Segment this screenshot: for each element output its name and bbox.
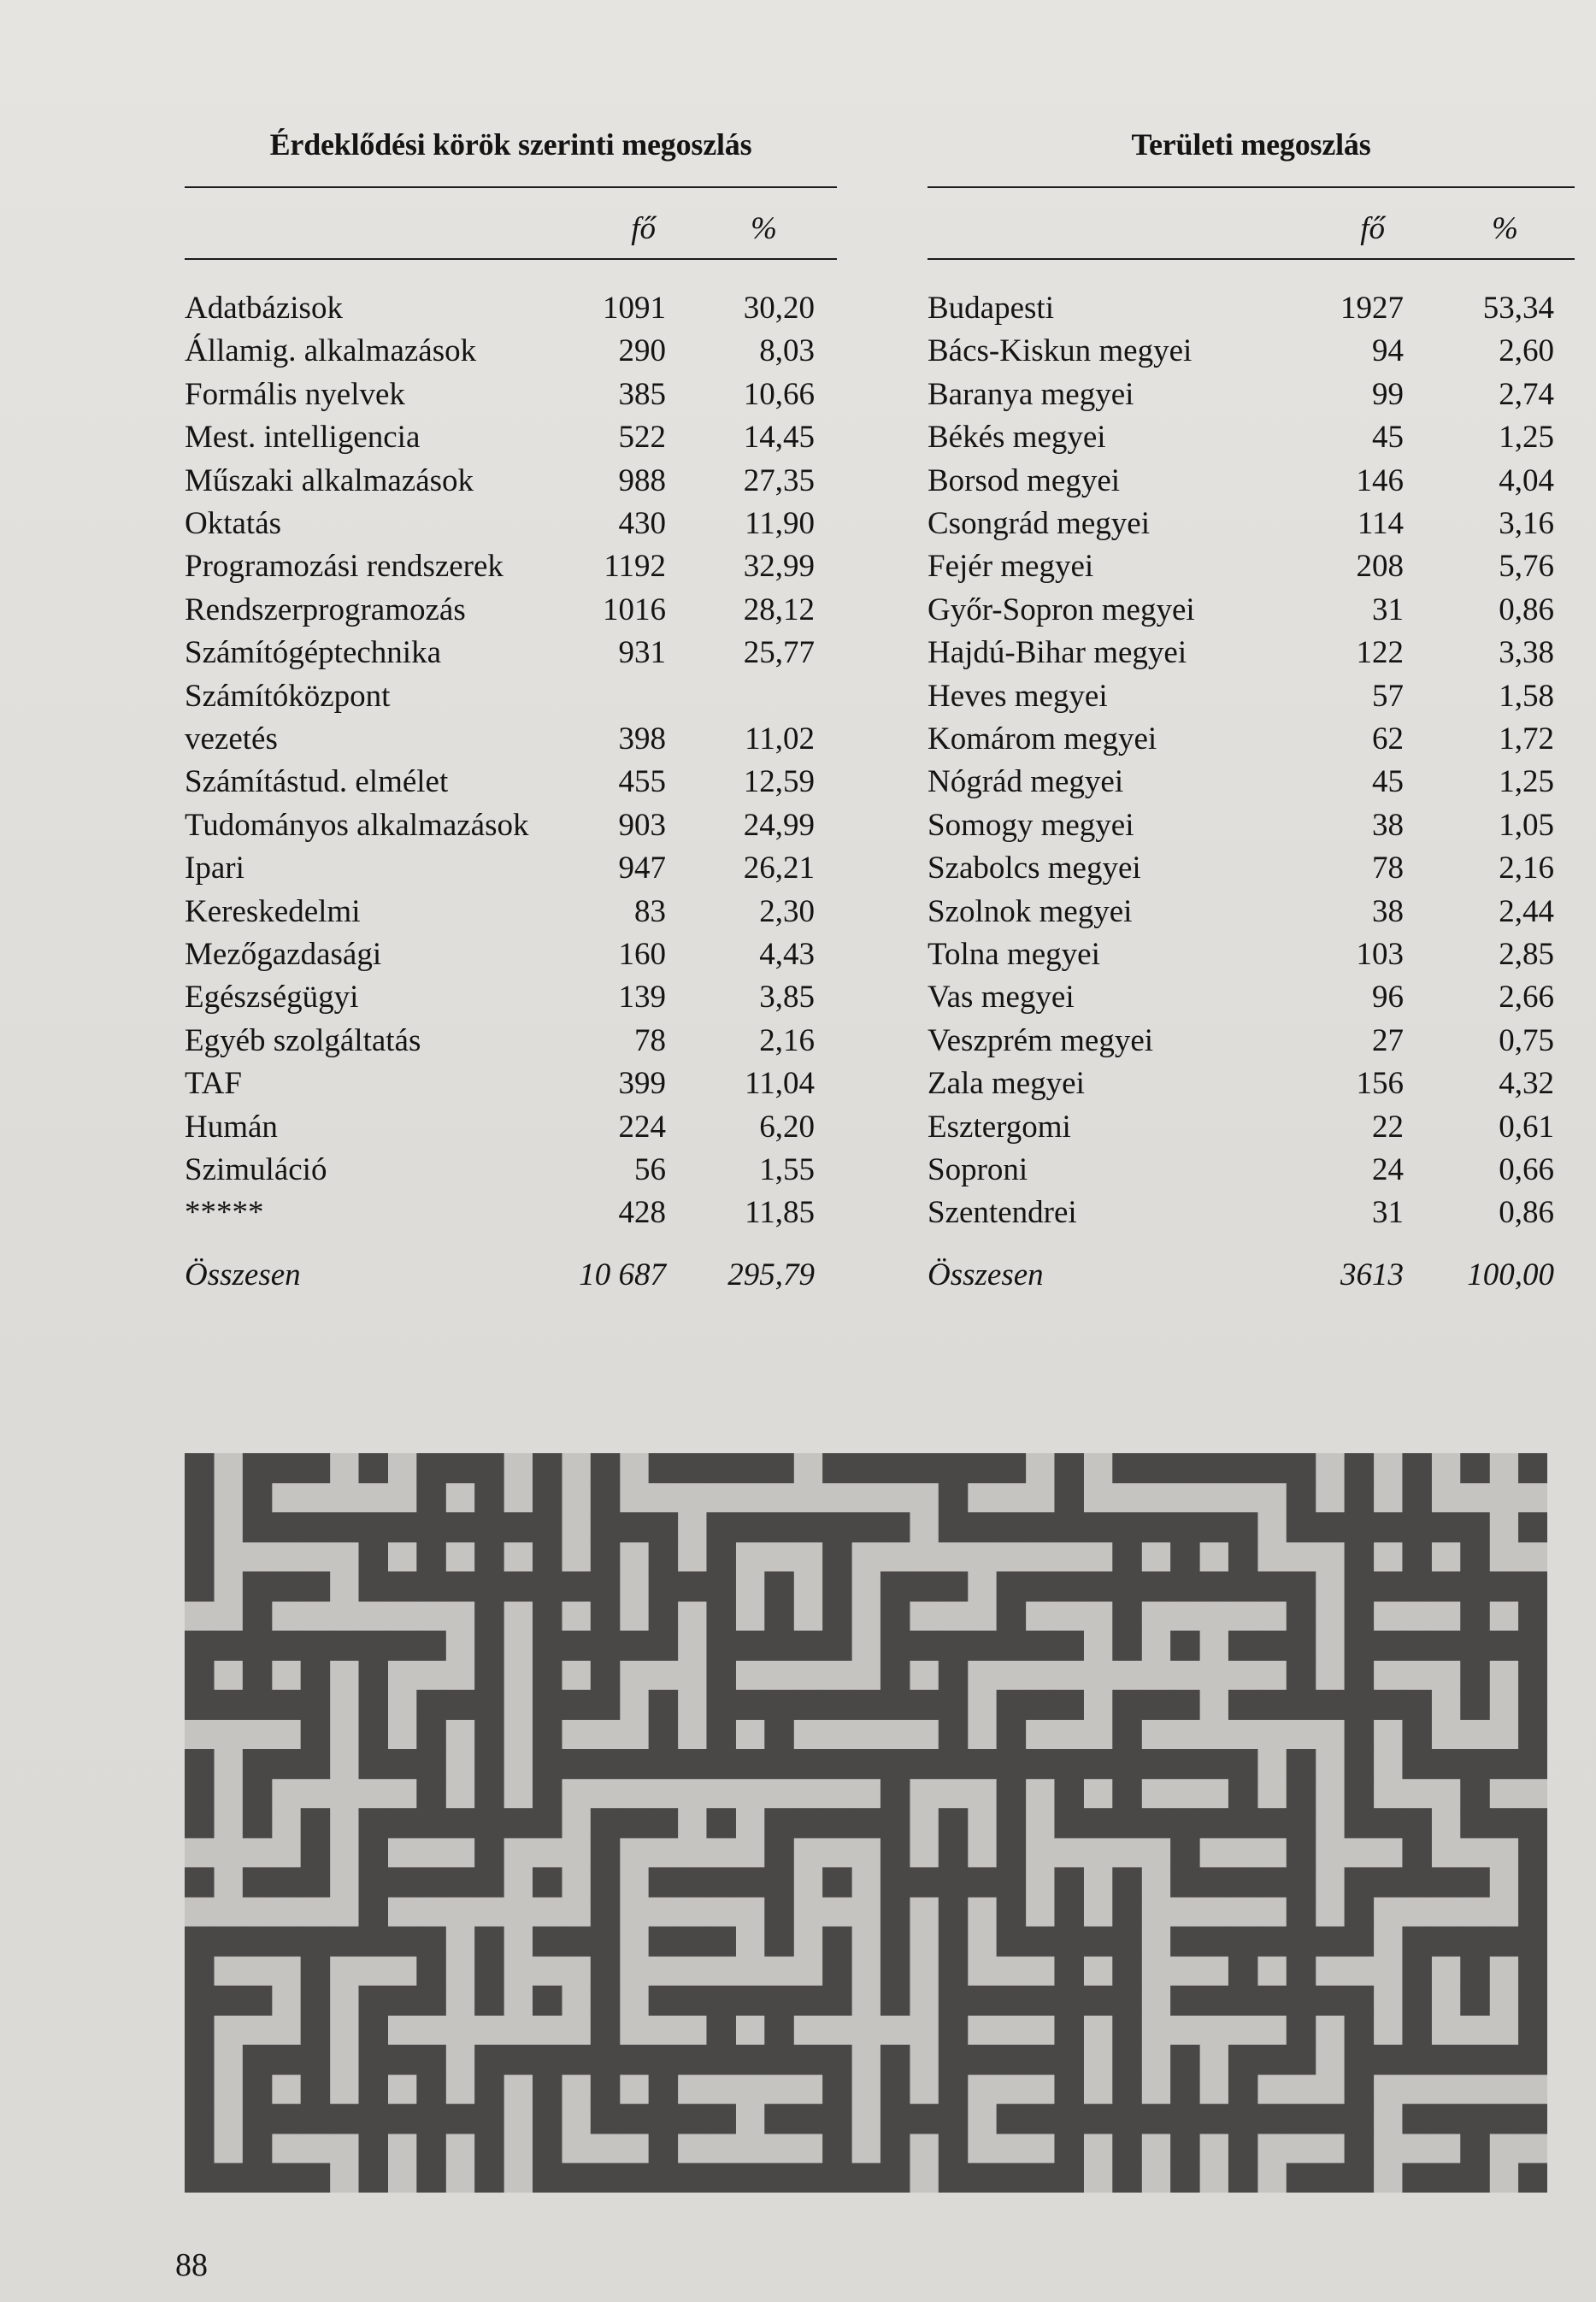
- row-percent: 1,25: [1499, 764, 1554, 800]
- row-percent: 0,86: [1499, 1195, 1554, 1231]
- row-label: Programozási rendszerek: [185, 549, 504, 585]
- row-count: 22: [1372, 1109, 1404, 1145]
- row-count: 62: [1372, 721, 1404, 757]
- row-count: 78: [1372, 851, 1404, 886]
- column-header-count: fő: [631, 211, 656, 246]
- interest-table-title: Érdeklődési körök szerinti megoszlás: [269, 127, 752, 162]
- row-percent: 11,90: [745, 506, 815, 541]
- table-header-rule: [928, 258, 1575, 260]
- row-percent: 1,55: [759, 1152, 815, 1187]
- table-row: [928, 460, 1575, 503]
- row-percent: 11,04: [745, 1066, 815, 1102]
- row-label: vezetés: [185, 721, 278, 757]
- row-count: 1091: [603, 291, 666, 326]
- row-count: 1927: [1340, 291, 1404, 326]
- row-percent: 1,05: [1499, 807, 1554, 843]
- row-count: 988: [618, 462, 666, 498]
- row-count: 385: [618, 376, 666, 412]
- row-percent: 2,85: [1499, 937, 1554, 972]
- row-count: 428: [618, 1195, 666, 1231]
- total-label: Összesen: [185, 1257, 301, 1292]
- page-number: 88: [175, 2247, 208, 2283]
- row-percent: 1,25: [1499, 420, 1554, 456]
- row-percent: 2,16: [759, 1022, 815, 1058]
- row-label: Somogy megyei: [928, 807, 1134, 843]
- row-label: Mest. intelligencia: [185, 420, 421, 456]
- row-label: Oktatás: [185, 506, 282, 541]
- row-percent: 3,38: [1499, 635, 1554, 671]
- row-label: Komárom megyei: [928, 721, 1157, 757]
- row-count: 290: [618, 333, 666, 369]
- table-row: [185, 847, 837, 890]
- table-row: [928, 589, 1575, 632]
- row-label: Borsod megyei: [928, 462, 1121, 498]
- row-label: Békés megyei: [928, 420, 1106, 456]
- row-count: 78: [634, 1022, 666, 1058]
- row-count: 947: [618, 851, 666, 886]
- row-count: 156: [1356, 1066, 1404, 1102]
- table-row: [185, 718, 837, 761]
- table-row: [928, 891, 1575, 933]
- table-top-rule: [185, 186, 837, 188]
- row-percent: 27,35: [743, 462, 815, 498]
- table-row: [185, 1192, 837, 1234]
- table-top-rule: [928, 186, 1575, 188]
- table-row: [185, 675, 837, 718]
- table-row: [185, 891, 837, 933]
- row-label: Zala megyei: [928, 1066, 1085, 1102]
- row-label: Csongrád megyei: [928, 506, 1150, 541]
- row-label: Tolna megyei: [928, 937, 1100, 972]
- total-percent: 295,79: [727, 1257, 815, 1292]
- row-percent: 2,30: [759, 893, 815, 929]
- row-count: 99: [1372, 376, 1404, 412]
- table-row: [185, 976, 837, 1019]
- total-row: [185, 1254, 837, 1297]
- total-count: 3613: [1340, 1257, 1404, 1292]
- total-percent: 100,00: [1467, 1257, 1554, 1292]
- row-percent: 8,03: [759, 333, 815, 369]
- row-label: *****: [185, 1195, 264, 1231]
- row-label: Számítógéptechnika: [185, 635, 442, 671]
- row-percent: 2,74: [1499, 376, 1554, 412]
- row-percent: 2,16: [1499, 851, 1554, 886]
- row-count: 455: [618, 764, 666, 800]
- row-label: Esztergomi: [928, 1109, 1071, 1145]
- row-label: Nógrád megyei: [928, 764, 1124, 800]
- row-count: 122: [1356, 635, 1404, 671]
- row-percent: 3,16: [1499, 506, 1554, 541]
- row-label: Rendszerprogramozás: [185, 592, 466, 627]
- table-row: [928, 416, 1575, 459]
- row-label: TAF: [185, 1066, 242, 1102]
- row-label: Államig. alkalmazások: [185, 333, 477, 369]
- row-label: Kereskedelmi: [185, 893, 361, 929]
- column-header-percent: %: [751, 211, 777, 246]
- row-percent: 11,85: [745, 1195, 815, 1231]
- row-percent: 4,04: [1499, 462, 1554, 498]
- row-label: Bács-Kiskun megyei: [928, 333, 1193, 369]
- row-percent: 14,45: [743, 420, 815, 456]
- row-count: 31: [1372, 592, 1404, 627]
- row-label: Egészségügyi: [185, 980, 359, 1016]
- total-label: Összesen: [928, 1257, 1044, 1292]
- row-label: Szentendrei: [928, 1195, 1077, 1231]
- row-count: 31: [1372, 1195, 1404, 1231]
- column-header-percent: %: [1492, 211, 1518, 246]
- table-row: [928, 1192, 1575, 1234]
- row-percent: 1,58: [1499, 678, 1554, 714]
- row-label: Baranya megyei: [928, 376, 1134, 412]
- row-percent: 30,20: [743, 291, 815, 326]
- row-count: 1016: [603, 592, 666, 627]
- maze-pattern-illustration: [185, 1453, 1547, 2193]
- row-percent: 26,21: [743, 851, 815, 886]
- row-count: 83: [634, 893, 666, 929]
- table-row: [928, 761, 1575, 804]
- row-label: Soproni: [928, 1152, 1028, 1187]
- row-count: 1192: [604, 549, 666, 585]
- table-row: [185, 330, 837, 373]
- row-percent: 4,32: [1499, 1066, 1554, 1102]
- row-label: Műszaki alkalmazások: [185, 462, 474, 498]
- table-row: [928, 976, 1575, 1019]
- row-count: 398: [618, 721, 666, 757]
- row-count: 522: [618, 420, 666, 456]
- row-percent: 0,66: [1499, 1152, 1554, 1187]
- maze-pattern-graphic: [185, 1453, 1547, 2193]
- row-percent: 24,99: [743, 807, 815, 843]
- table-row: [928, 287, 1575, 330]
- table-row: [185, 632, 837, 674]
- table-row: [185, 1020, 837, 1063]
- row-count: 24: [1372, 1152, 1404, 1187]
- row-percent: 53,34: [1482, 291, 1554, 326]
- table-row: [185, 287, 837, 330]
- row-label: Veszprém megyei: [928, 1022, 1154, 1058]
- row-percent: 12,59: [743, 764, 815, 800]
- row-percent: 2,60: [1499, 333, 1554, 369]
- table-row: [928, 718, 1575, 761]
- row-count: 38: [1372, 893, 1404, 929]
- row-percent: 2,66: [1499, 980, 1554, 1016]
- table-row: [928, 632, 1575, 674]
- row-percent: 1,72: [1499, 721, 1554, 757]
- row-percent: 25,77: [743, 635, 815, 671]
- row-label: Formális nyelvek: [185, 376, 405, 412]
- table-row: [185, 804, 837, 847]
- row-count: 57: [1372, 678, 1404, 714]
- row-count: 160: [618, 937, 666, 972]
- row-count: 903: [618, 807, 666, 843]
- row-label: Szimuláció: [185, 1152, 327, 1187]
- row-percent: 10,66: [743, 376, 815, 412]
- row-count: 96: [1372, 980, 1404, 1016]
- row-percent: 11,02: [745, 721, 815, 757]
- row-label: Adatbázisok: [185, 291, 343, 326]
- column-header-count: fő: [1360, 211, 1385, 246]
- table-row: [928, 545, 1575, 588]
- table-row: [185, 589, 837, 632]
- table-row: [928, 330, 1575, 373]
- row-label: Budapesti: [928, 291, 1054, 326]
- row-label: Fejér megyei: [928, 549, 1094, 585]
- table-row: [928, 503, 1575, 545]
- table-row: [185, 1063, 837, 1105]
- table-row: [928, 847, 1575, 890]
- row-label: Heves megyei: [928, 678, 1108, 714]
- table-row: [928, 933, 1575, 976]
- table-row: [185, 761, 837, 804]
- row-count: 45: [1372, 764, 1404, 800]
- row-label: Szolnok megyei: [928, 893, 1133, 929]
- row-label: Mezőgazdasági: [185, 937, 382, 972]
- total-count: 10 687: [579, 1257, 666, 1292]
- table-row: [185, 545, 837, 588]
- table-row: [185, 503, 837, 545]
- table-row: [928, 1149, 1575, 1192]
- row-count: 931: [618, 635, 666, 671]
- table-row: [185, 1149, 837, 1192]
- row-label: Számítóközpont: [185, 678, 391, 714]
- row-label: Vas megyei: [928, 980, 1075, 1016]
- row-count: 224: [618, 1109, 666, 1145]
- row-count: 139: [618, 980, 666, 1016]
- row-label: Szabolcs megyei: [928, 851, 1141, 886]
- row-percent: 32,99: [743, 549, 815, 585]
- row-count: 430: [618, 506, 666, 541]
- row-count: 399: [618, 1066, 666, 1102]
- row-label: Tudományos alkalmazások: [185, 807, 529, 843]
- row-count: 103: [1356, 937, 1404, 972]
- row-percent: 5,76: [1499, 549, 1554, 585]
- row-percent: 3,85: [759, 980, 815, 1016]
- row-count: 56: [634, 1152, 666, 1187]
- row-label: Győr-Sopron megyei: [928, 592, 1195, 627]
- row-percent: 0,61: [1499, 1109, 1554, 1145]
- row-label: Ipari: [185, 851, 244, 886]
- table-row: [928, 1106, 1575, 1149]
- table-row: [185, 933, 837, 976]
- row-count: 146: [1356, 462, 1404, 498]
- table-row: [185, 416, 837, 459]
- row-percent: 0,86: [1499, 592, 1554, 627]
- table-row: [928, 675, 1575, 718]
- row-count: 45: [1372, 420, 1404, 456]
- row-label: Humán: [185, 1109, 278, 1145]
- row-label: Számítástud. elmélet: [185, 764, 449, 800]
- row-label: Hajdú-Bihar megyei: [928, 635, 1187, 671]
- row-count: 27: [1372, 1022, 1404, 1058]
- table-row: [928, 804, 1575, 847]
- table-row: [185, 374, 837, 416]
- table-row: [185, 1106, 837, 1149]
- row-percent: 28,12: [743, 592, 815, 627]
- table-row: [928, 374, 1575, 416]
- table-row: [928, 1063, 1575, 1105]
- row-count: 114: [1357, 506, 1404, 541]
- region-table-title: Területi megoszlás: [1131, 127, 1371, 162]
- table-header-rule: [185, 258, 837, 260]
- total-row: [928, 1254, 1575, 1297]
- row-percent: 2,44: [1499, 893, 1554, 929]
- row-count: 94: [1372, 333, 1404, 369]
- row-label: Egyéb szolgáltatás: [185, 1022, 421, 1058]
- row-percent: 4,43: [759, 937, 815, 972]
- row-percent: 0,75: [1499, 1022, 1554, 1058]
- table-row: [185, 460, 837, 503]
- table-row: [928, 1020, 1575, 1063]
- row-percent: 6,20: [759, 1109, 815, 1145]
- row-count: 208: [1356, 549, 1404, 585]
- row-count: 38: [1372, 807, 1404, 843]
